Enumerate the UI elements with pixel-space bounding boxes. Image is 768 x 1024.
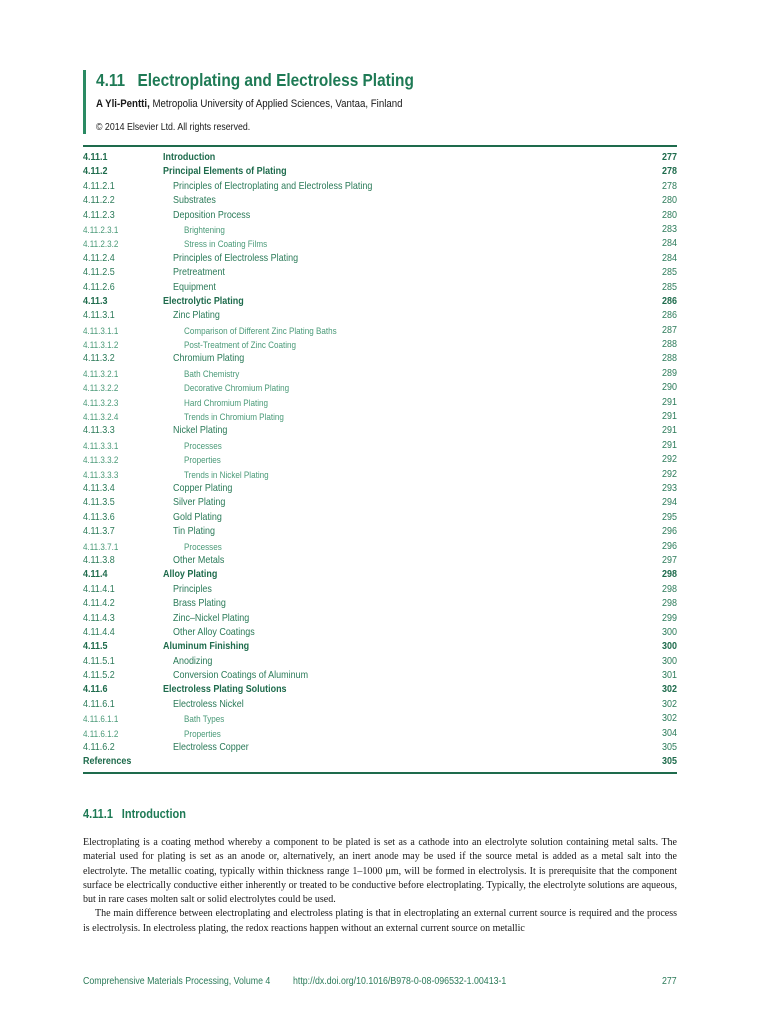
toc-entry-number: 4.11.2.3 — [83, 209, 115, 221]
toc-entry-number: 4.11.2 — [83, 166, 108, 178]
section-title: Introduction — [121, 807, 186, 821]
toc-entry-title: Copper Plating — [173, 482, 233, 494]
toc-entry-page: 302 — [662, 713, 677, 725]
toc-entry[interactable] — [83, 626, 677, 640]
toc-entry-number: 4.11.3.2.2 — [83, 383, 119, 394]
toc-entry-title: Substrates — [173, 195, 216, 207]
toc-entry[interactable] — [83, 496, 677, 510]
table-of-contents — [83, 151, 677, 770]
toc-entry[interactable] — [83, 252, 677, 266]
toc-entry-title: Introduction — [163, 152, 216, 163]
toc-entry-number: 4.11.4 — [83, 569, 108, 581]
toc-entry-number: 4.11.4.4 — [83, 626, 115, 638]
toc-entry[interactable] — [83, 453, 677, 467]
toc-bottom-rule — [83, 772, 677, 774]
toc-entry[interactable] — [83, 165, 677, 179]
toc-entry-title: Electrolytic Plating — [163, 295, 244, 307]
toc-entry-title: Properties — [184, 728, 221, 739]
toc-entry-title: Decorative Chromium Plating — [184, 383, 290, 394]
toc-entry-page: 293 — [662, 482, 677, 494]
toc-entry-title: Trends in Chromium Plating — [184, 412, 284, 423]
section-heading — [83, 807, 186, 821]
body-paragraph: The main difference between electroplating and electroless plating is that in electroplating an external current source is required and the process is electrolysis. In electroless plating, the redox reactions happen without an external current source on metallic — [83, 908, 677, 934]
toc-entry-title: Comparison of Different Zinc Plating Baths — [184, 325, 337, 336]
toc-entry-page: 277 — [662, 152, 677, 163]
toc-entry[interactable] — [83, 324, 677, 338]
toc-entry-title: Brightening — [184, 224, 225, 235]
toc-entry-title: Hard Chromium Plating — [184, 397, 269, 408]
toc-entry-page: 295 — [662, 511, 677, 523]
toc-entry-page: 298 — [662, 598, 677, 610]
chapter-accent-bar — [83, 70, 86, 134]
toc-entry-page: 286 — [662, 310, 677, 322]
toc-entry[interactable] — [83, 439, 677, 453]
chapter-title-text: Electroplating and Electroless Plating — [137, 70, 414, 90]
toc-entry-number: 4.11.2.4 — [83, 252, 115, 264]
toc-entry-number: 4.11.3.2.3 — [83, 397, 119, 408]
toc-entry-title: Other Alloy Coatings — [173, 626, 255, 638]
toc-entry-number: 4.11.2.3.1 — [83, 224, 119, 235]
toc-entry-title: Equipment — [173, 281, 216, 293]
toc-entry[interactable] — [83, 237, 677, 251]
toc-entry-title: Principles — [173, 583, 212, 595]
toc-entry-page: 302 — [662, 698, 677, 710]
toc-entry-title: Stress in Coating Films — [184, 239, 268, 250]
toc-entry[interactable] — [83, 568, 677, 582]
toc-entry-title: Principal Elements of Plating — [163, 166, 287, 178]
toc-entry-title: Electroless Plating Solutions — [163, 684, 287, 696]
toc-entry-title: Processes — [184, 440, 222, 451]
toc-entry-number: 4.11.3.1.2 — [83, 340, 119, 351]
toc-entry[interactable] — [83, 755, 677, 769]
toc-entry-title: Pretreatment — [173, 267, 225, 279]
toc-entry-title: Bath Types — [184, 714, 225, 725]
toc-entry-number: 4.11.6.1.2 — [83, 728, 119, 739]
toc-entry[interactable] — [83, 597, 677, 611]
toc-entry-title: Tin Plating — [173, 526, 216, 538]
toc-entry[interactable] — [83, 367, 677, 381]
toc-entry-number: 4.11.5.1 — [83, 655, 115, 667]
toc-entry[interactable] — [83, 396, 677, 410]
toc-entry-page: 298 — [662, 583, 677, 595]
toc-entry-number: 4.11.3.6 — [83, 511, 115, 523]
section-body — [83, 836, 677, 936]
toc-entry-number: 4.11.3.3 — [83, 425, 115, 437]
toc-entry[interactable] — [83, 281, 677, 295]
toc-entry[interactable] — [83, 655, 677, 669]
toc-entry-page: 304 — [662, 727, 677, 739]
toc-entry-page: 305 — [662, 742, 677, 754]
toc-entry-title: Brass Plating — [173, 598, 226, 610]
toc-entry-page: 302 — [662, 684, 677, 696]
toc-entry[interactable] — [83, 424, 677, 438]
toc-entry-page: 278 — [662, 166, 677, 178]
toc-entry-number: 4.11.3 — [83, 295, 108, 307]
toc-entry[interactable] — [83, 540, 677, 554]
toc-entry[interactable] — [83, 151, 677, 165]
footer-doi-link[interactable]: http://dx.doi.org/10.1016/B978-0-08-096532-1.00413-1 — [293, 976, 507, 987]
toc-entry-number: 4.11.3.2.1 — [83, 368, 119, 379]
toc-entry-page: 278 — [662, 180, 677, 192]
toc-entry[interactable] — [83, 727, 677, 741]
toc-entry-number: 4.11.3.7 — [83, 526, 115, 538]
toc-entry-page: 286 — [662, 295, 677, 307]
toc-entry-title: Bath Chemistry — [184, 368, 240, 379]
toc-entry[interactable] — [83, 295, 677, 309]
toc-entry-page: 280 — [662, 195, 677, 207]
toc-entry-page: 300 — [662, 655, 677, 667]
toc-entry[interactable] — [83, 410, 677, 424]
toc-entry-page: 305 — [662, 756, 677, 768]
toc-entry-page: 296 — [662, 526, 677, 538]
toc-entry-page: 292 — [662, 454, 677, 466]
toc-entry[interactable] — [83, 381, 677, 395]
chapter-title — [96, 70, 414, 91]
toc-entry-title: Trends in Nickel Plating — [184, 469, 269, 480]
chapter-number: 4.11 — [96, 70, 126, 90]
toc-entry-page: 283 — [662, 223, 677, 235]
toc-entry-number: 4.11.3.2 — [83, 353, 115, 365]
toc-entry-title: Nickel Plating — [173, 425, 228, 437]
toc-entry[interactable] — [83, 554, 677, 568]
toc-entry-page: 300 — [662, 626, 677, 638]
body-paragraph: Electroplating is a coating method whereby a component to be plated is set as a cathode into an electrolyte solution containing metal salts. The material used for plating is set as an anode or, alternatively, an inert anode may be used if the source metal is added as a metal salt into the electrolyte. The metallic coating, typically within thickness range 1–1000 μm, will be formed in electrolysis. It is prerequisite that the component surface be electrically conductive either inherently or treated to be conductive before electroplating. Typically, the electrolyte solutions are aqueous, but in rare cases molten salt or solid electrolytes could be used. — [83, 837, 677, 906]
toc-entry-number: 4.11.2.5 — [83, 267, 115, 279]
toc-entry-title: Principles of Electroless Plating — [173, 252, 299, 264]
toc-entry-number: 4.11.3.5 — [83, 497, 115, 509]
toc-entry[interactable] — [83, 209, 677, 223]
section-number: 4.11.1 — [83, 807, 113, 821]
toc-entry-page: 291 — [662, 439, 677, 451]
toc-entry-number: 4.11.3.3.1 — [83, 440, 119, 451]
toc-entry[interactable] — [83, 180, 677, 194]
toc-entry-number: 4.11.3.3.3 — [83, 469, 119, 480]
toc-entry[interactable] — [83, 266, 677, 280]
toc-entry-page: 290 — [662, 382, 677, 394]
toc-entry-title: Zinc–Nickel Plating — [173, 612, 250, 624]
toc-entry-number: 4.11.2.2 — [83, 195, 115, 207]
toc-entry[interactable] — [83, 583, 677, 597]
toc-entry-page: 288 — [662, 339, 677, 351]
toc-entry-number: 4.11.4.1 — [83, 583, 115, 595]
toc-entry[interactable] — [83, 669, 677, 683]
toc-entry-page: 285 — [662, 267, 677, 279]
toc-entry-number: 4.11.6.2 — [83, 742, 115, 754]
toc-entry-title: Zinc Plating — [173, 310, 220, 322]
toc-entry-page: 287 — [662, 324, 677, 336]
toc-entry[interactable] — [83, 352, 677, 366]
toc-entry[interactable] — [83, 309, 677, 323]
author-line — [96, 98, 403, 110]
toc-entry-title: Deposition Process — [173, 209, 251, 221]
toc-entry-title: Conversion Coatings of Aluminum — [173, 670, 309, 682]
toc-entry[interactable] — [83, 640, 677, 654]
toc-entry[interactable] — [83, 698, 677, 712]
toc-entry-title: Other Metals — [173, 554, 225, 566]
toc-entry-title: Aluminum Finishing — [163, 641, 250, 653]
toc-entry-title: Principles of Electroplating and Electroless Plating — [173, 180, 373, 192]
toc-entry-number: 4.11.1 — [83, 152, 108, 163]
toc-entry-page: 294 — [662, 497, 677, 509]
toc-entry-page: 300 — [662, 641, 677, 653]
toc-entry-number: 4.11.5.2 — [83, 670, 115, 682]
toc-entry-page: 284 — [662, 252, 677, 264]
toc-entry-number: 4.11.6.1 — [83, 698, 115, 710]
toc-entry-number: 4.11.3.3.2 — [83, 455, 119, 466]
toc-entry-page: 285 — [662, 281, 677, 293]
toc-entry-page: 289 — [662, 367, 677, 379]
toc-entry[interactable] — [83, 482, 677, 496]
toc-entry-number: 4.11.2.6 — [83, 281, 115, 293]
toc-entry-title: Processes — [184, 541, 222, 552]
toc-entry-page: 297 — [662, 554, 677, 566]
toc-entry-title: Post-Treatment of Zinc Coating — [184, 340, 297, 351]
toc-entry[interactable] — [83, 194, 677, 208]
toc-entry-number: 4.11.6.1.1 — [83, 714, 119, 725]
toc-entry-number: References — [83, 756, 132, 768]
toc-entry[interactable] — [83, 223, 677, 237]
toc-entry-number: 4.11.2.1 — [83, 180, 115, 192]
toc-entry-title: Alloy Plating — [163, 569, 218, 581]
toc-entry-page: 292 — [662, 468, 677, 480]
toc-entry-title: Electroless Nickel — [173, 698, 244, 710]
copyright-notice: © 2014 Elsevier Ltd. All rights reserved. — [96, 122, 251, 133]
toc-entry-number: 4.11.3.1 — [83, 310, 115, 322]
footer-publication: Comprehensive Materials Processing, Volume 4 — [83, 976, 271, 987]
toc-entry-title: Anodizing — [173, 655, 213, 667]
toc-entry-title: Gold Plating — [173, 511, 222, 523]
toc-entry-page: 298 — [662, 569, 677, 581]
toc-entry-page: 296 — [662, 540, 677, 552]
toc-entry-number: 4.11.6 — [83, 684, 108, 696]
toc-entry-number: 4.11.5 — [83, 641, 108, 653]
toc-entry-number: 4.11.3.8 — [83, 554, 115, 566]
toc-entry-number: 4.11.4.2 — [83, 598, 115, 610]
toc-entry[interactable] — [83, 338, 677, 352]
toc-entry-page: 299 — [662, 612, 677, 624]
toc-entry-number: 4.11.3.4 — [83, 482, 115, 494]
toc-entry[interactable] — [83, 741, 677, 755]
toc-entry-page: 284 — [662, 238, 677, 250]
toc-entry[interactable] — [83, 612, 677, 626]
toc-entry-page: 291 — [662, 411, 677, 423]
toc-entry-title: Chromium Plating — [173, 353, 245, 365]
author-name: A Yli-Pentti, — [96, 98, 150, 110]
toc-entry[interactable] — [83, 683, 677, 697]
toc-entry-page: 291 — [662, 396, 677, 408]
toc-entry-number: 4.11.2.3.2 — [83, 239, 119, 250]
toc-entry[interactable] — [83, 525, 677, 539]
footer-page-number: 277 — [662, 976, 677, 987]
toc-entry-page: 301 — [662, 670, 677, 682]
toc-entry-title: Silver Plating — [173, 497, 226, 509]
toc-entry-page: 288 — [662, 353, 677, 365]
page-footer — [83, 976, 677, 990]
toc-entry-number: 4.11.3.2.4 — [83, 412, 119, 423]
toc-entry-number: 4.11.4.3 — [83, 612, 115, 624]
toc-entry-title: Electroless Copper — [173, 742, 249, 754]
toc-top-rule — [83, 145, 677, 147]
toc-entry[interactable] — [83, 468, 677, 482]
toc-entry[interactable] — [83, 511, 677, 525]
toc-entry-number: 4.11.3.7.1 — [83, 541, 119, 552]
toc-entry-number: 4.11.3.1.1 — [83, 325, 119, 336]
toc-entry-page: 291 — [662, 425, 677, 437]
toc-entry-page: 280 — [662, 209, 677, 221]
toc-entry[interactable] — [83, 712, 677, 726]
toc-entry-title: Properties — [184, 455, 221, 466]
author-affiliation: Metropolia University of Applied Sciences, Vantaa, Finland — [149, 98, 403, 110]
